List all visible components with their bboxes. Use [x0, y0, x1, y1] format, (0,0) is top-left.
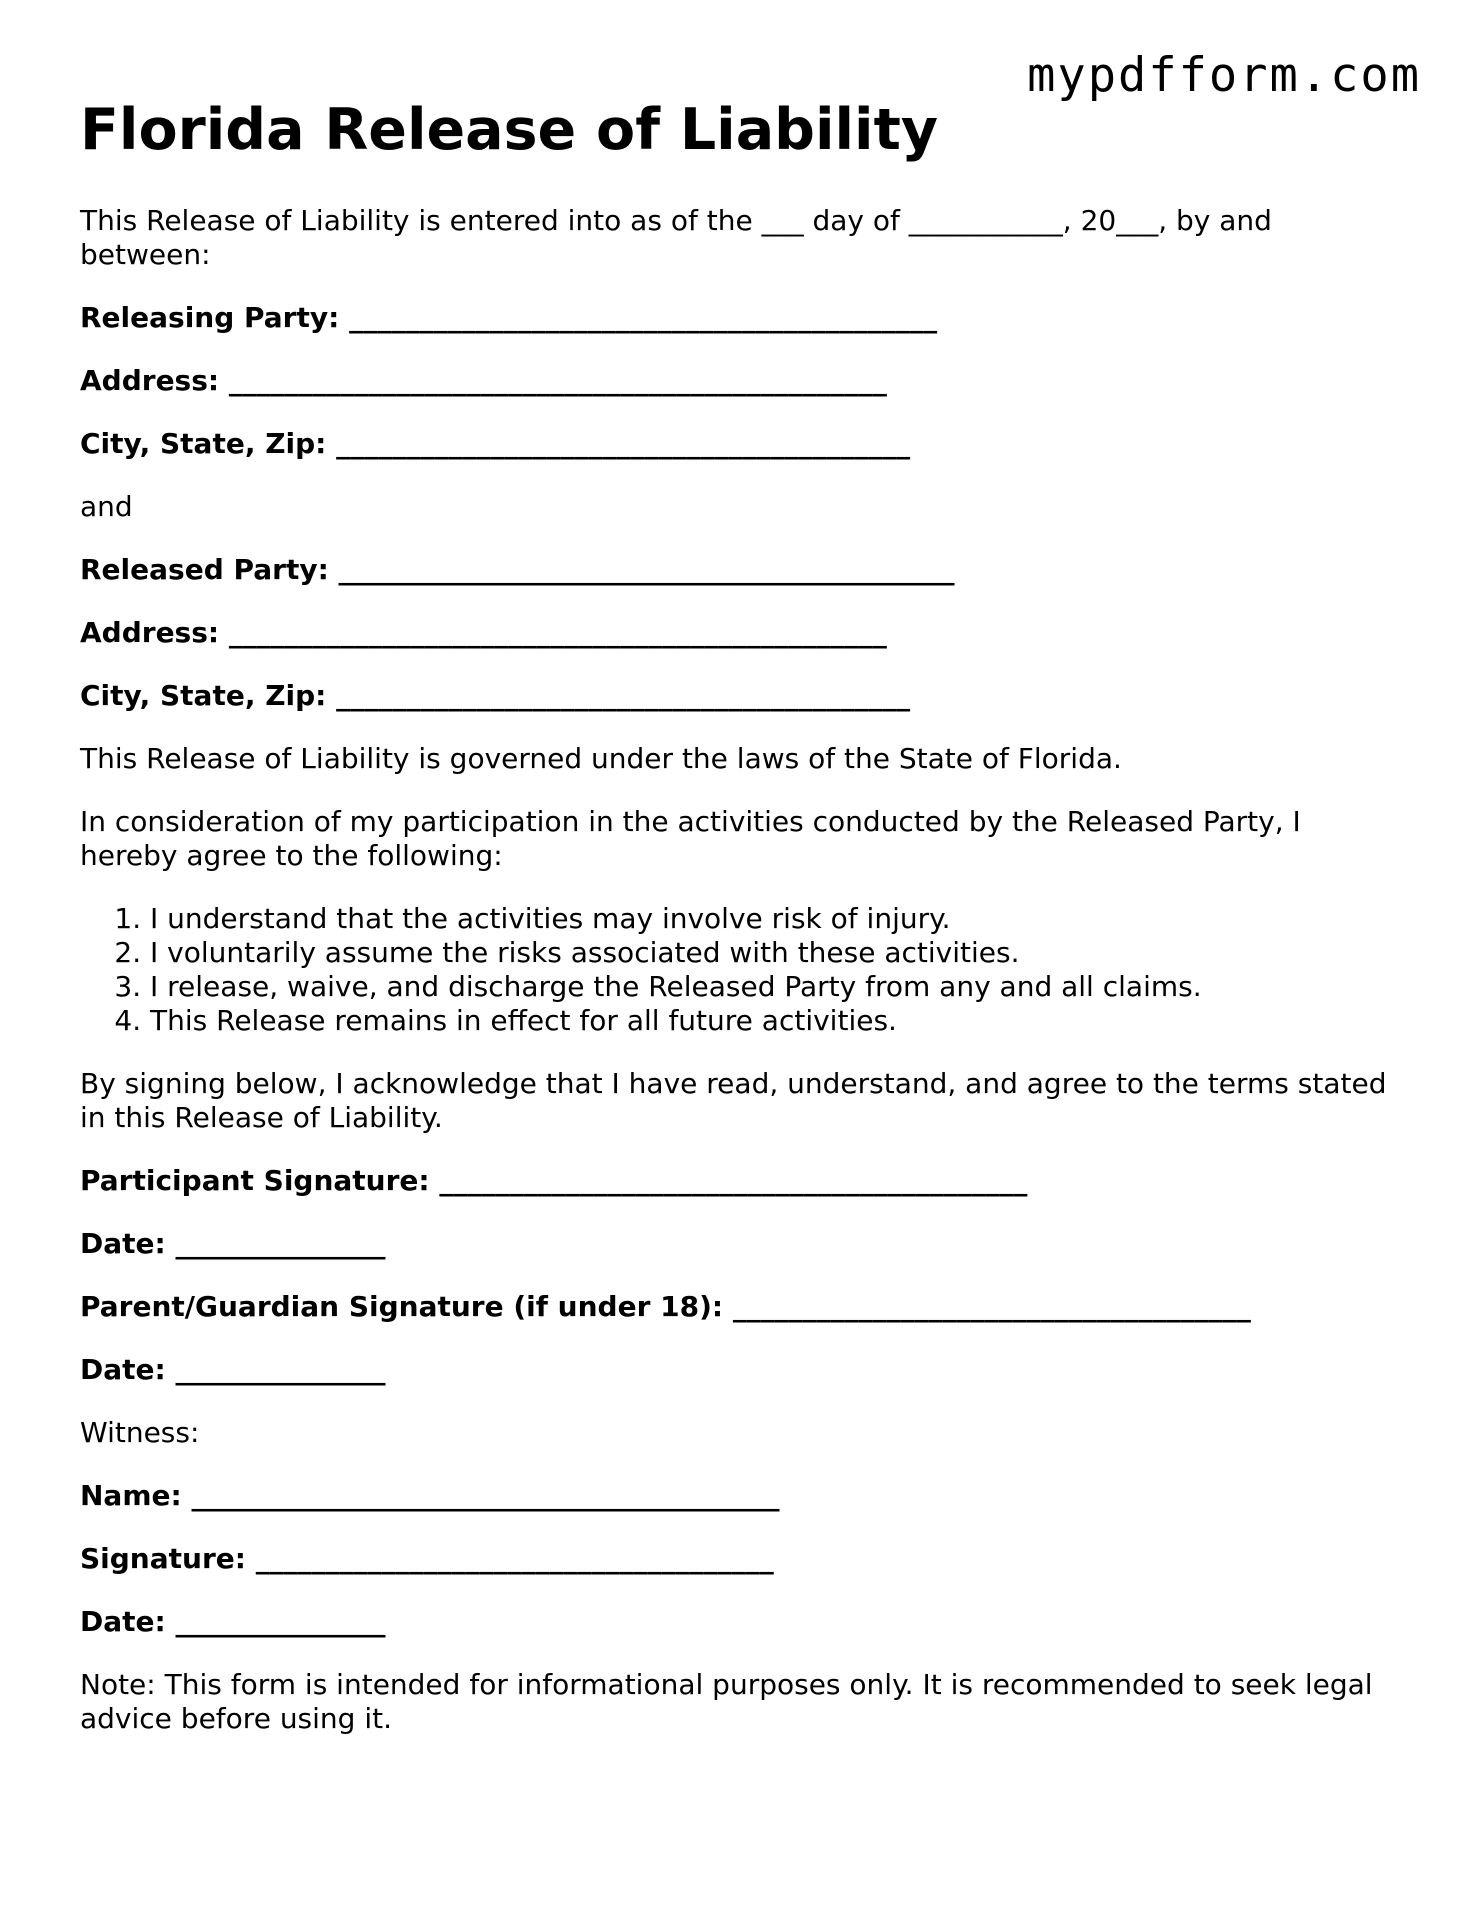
released-address-field	[80, 616, 1393, 650]
releasing-party-field	[80, 301, 1393, 335]
released-address-line[interactable]: _______________________________________________	[228, 616, 887, 649]
page-title: Florida Release of Liability	[80, 97, 938, 163]
guardian-date-field	[80, 1353, 1393, 1387]
releasing-party-label: Releasing Party:	[80, 301, 340, 334]
releasing-address-line[interactable]: _______________________________________________	[228, 364, 887, 397]
acknowledge-paragraph: By signing below, I acknowledge that I have read, understand, and agree to the terms stated in this Release of Liability.	[80, 1067, 1387, 1134]
list-item: 2. I voluntarily assume the risks associated with these activities.	[150, 936, 1393, 970]
guardian-date-line[interactable]: _______________	[175, 1353, 386, 1386]
witness-name-field	[80, 1479, 1393, 1513]
releasing-city-label: City, State, Zip:	[80, 427, 327, 460]
participant-date-field	[80, 1227, 1393, 1261]
governing-law-paragraph: This Release of Liability is governed under the laws of the State of Florida.	[80, 742, 1122, 775]
terms-list	[80, 902, 1393, 1038]
released-city-field	[80, 679, 1393, 713]
witness-heading: Witness:	[80, 1416, 200, 1449]
released-city-label: City, State, Zip:	[80, 679, 327, 712]
list-item: 3. I release, waive, and discharge the Released Party from any and all claims.	[150, 970, 1393, 1004]
and-text: and	[80, 490, 133, 523]
witness-signature-field	[80, 1542, 1393, 1576]
document-page	[80, 96, 1393, 1765]
guardian-signature-line[interactable]: _____________________________________	[732, 1290, 1251, 1323]
released-party-label: Released Party:	[80, 553, 329, 586]
released-party-field	[80, 553, 1393, 587]
guardian-signature-label: Parent/Guardian Signature (if under 18):	[80, 1290, 724, 1323]
witness-name-line[interactable]: __________________________________________	[191, 1479, 780, 1512]
releasing-city-line[interactable]: _________________________________________	[336, 427, 911, 460]
witness-name-label: Name:	[80, 1479, 182, 1512]
witness-signature-label: Signature:	[80, 1542, 246, 1575]
witness-date-field	[80, 1605, 1393, 1639]
consideration-paragraph: In consideration of my participation in the activities conducted by the Released Party, I hereby agree to the following:	[80, 805, 1301, 872]
note-paragraph: Note: This form is intended for informational purposes only. It is recommended to seek legal advice before using it.	[80, 1668, 1373, 1735]
guardian-date-label: Date:	[80, 1353, 166, 1386]
participant-signature-label: Participant Signature:	[80, 1164, 430, 1197]
releasing-city-field	[80, 427, 1393, 461]
releasing-party-line[interactable]: __________________________________________	[349, 301, 938, 334]
witness-date-line[interactable]: _______________	[175, 1605, 386, 1638]
releasing-address-label: Address:	[80, 364, 220, 397]
released-party-line[interactable]: ____________________________________________	[338, 553, 955, 586]
released-address-label: Address:	[80, 616, 220, 649]
participant-date-line[interactable]: _______________	[175, 1227, 386, 1260]
guardian-signature-field	[80, 1290, 1393, 1324]
witness-signature-line[interactable]: _____________________________________	[255, 1542, 774, 1575]
participant-signature-field	[80, 1164, 1393, 1198]
participant-date-label: Date:	[80, 1227, 166, 1260]
participant-signature-line[interactable]: __________________________________________	[439, 1164, 1028, 1197]
list-item: 1. I understand that the activities may involve risk of injury.	[150, 902, 1393, 936]
list-item: 4. This Release remains in effect for all future activities.	[150, 1004, 1393, 1038]
watermark: mypdfform.com	[1027, 48, 1421, 103]
releasing-address-field	[80, 364, 1393, 398]
intro-paragraph: This Release of Liability is entered into as of the ___ day of ___________, 20___, by and between:	[80, 204, 1272, 271]
witness-date-label: Date:	[80, 1605, 166, 1638]
released-city-line[interactable]: _________________________________________	[336, 679, 911, 712]
